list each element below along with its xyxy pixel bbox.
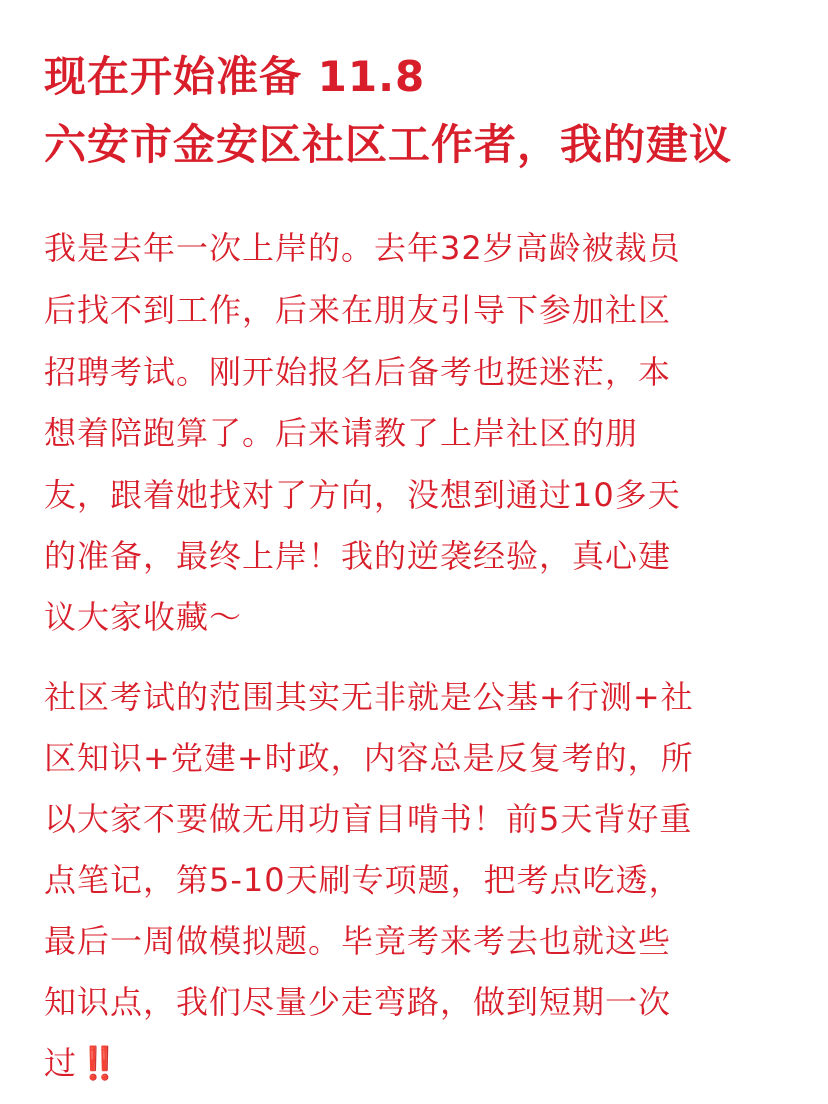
paragraph-line: 点笔记，第5-10天刷专项题，把考点吃透，: [44, 861, 682, 899]
title-line-2: 六安市金安区社区工作者，我的建议: [44, 120, 733, 169]
paragraph-line: 我是去年一次上岸的。去年32岁高龄被裁员: [44, 229, 681, 267]
paragraph-line: 区知识+党建+时政，内容总是反复考的，所: [44, 739, 694, 777]
paragraph-line: 议大家收藏～: [44, 598, 243, 636]
paragraph-last-line: [44, 1043, 120, 1083]
paragraph-line: 友，跟着她找对了方向，没想到通过10多天: [44, 476, 681, 514]
paragraph-line: 社区考试的范围其实无非就是公基+行测+社: [44, 678, 694, 716]
paragraph-line: 想着陪跑算了。后来请教了上岸社区的朋: [44, 414, 639, 452]
paragraph-line: 的准备，最终上岸！我的逆袭经验，真心建: [44, 537, 672, 575]
title-line-1: 现在开始准备 11.8: [44, 52, 426, 101]
double-exclamation-icon: ‼️: [79, 1044, 120, 1082]
paragraph-line: 最后一周做模拟题。毕竟考来考去也就这些: [44, 922, 672, 960]
paragraph-line: 知识点，我们尽量少走弯路，做到短期一次: [44, 983, 672, 1021]
paragraph-line: 后找不到工作，后来在朋友引导下参加社区: [44, 291, 672, 329]
paragraph-line-text: 过: [44, 1044, 78, 1082]
paragraph-line: 以大家不要做无用功盲目啃书！前5天背好重: [44, 800, 693, 838]
paragraph-line: 招聘考试。刚开始报名后备考也挺迷茫，本: [44, 353, 672, 391]
